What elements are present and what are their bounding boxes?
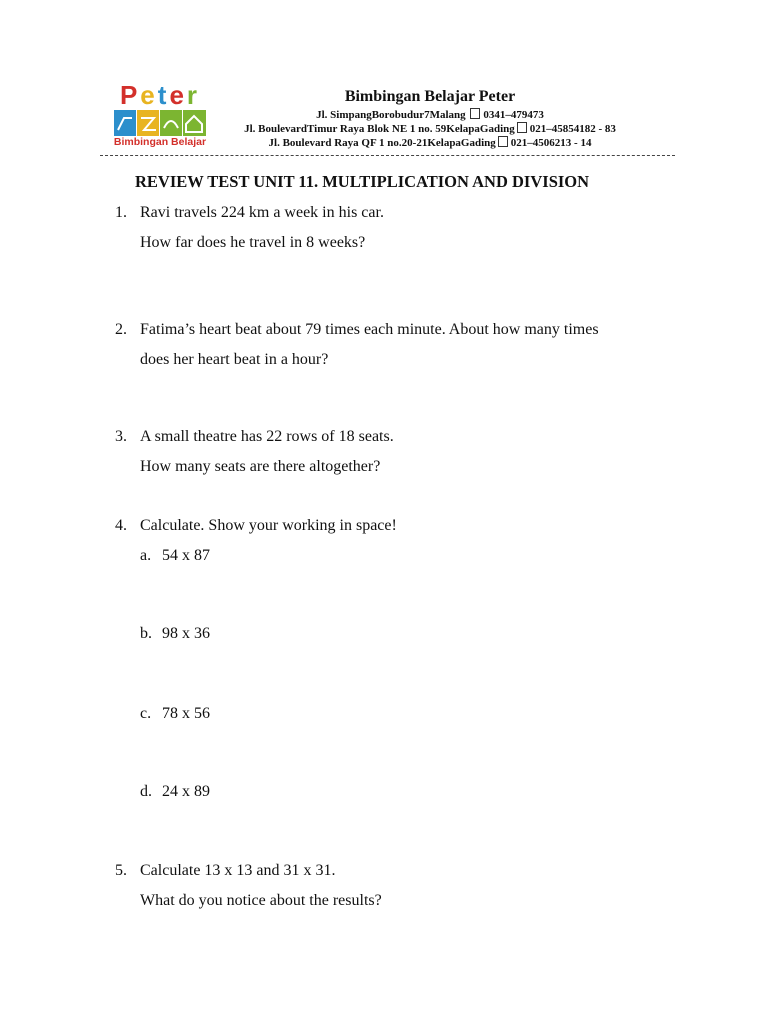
logo-tiles-icon	[114, 110, 206, 136]
address-line-3: Jl. Boulevard Raya QF 1 no.20-21KelapaGading 021–4506213 - 14	[268, 137, 592, 149]
question-2-text: does her heart beat in a hour?	[140, 351, 329, 368]
question-1-text: Ravi travels 224 km a week in his car.	[140, 204, 384, 221]
logo-subtitle: Bimbingan Belajar	[113, 136, 207, 148]
phone-icon	[517, 122, 527, 133]
brand-logo	[110, 82, 210, 148]
question-5-number: 5.	[115, 862, 127, 879]
question-5-text: Calculate 13 x 13 and 31 x 31.	[140, 862, 336, 879]
part-a-label: a.	[140, 547, 152, 564]
phone-icon	[470, 108, 480, 119]
logo-wordmark: Peter	[119, 80, 201, 110]
part-b-expression: 98 x 36	[162, 625, 210, 642]
part-a-expression: 54 x 87	[162, 547, 210, 564]
question-4-text: Calculate. Show your working in space!	[140, 517, 397, 534]
part-d-label: d.	[140, 783, 152, 800]
part-b-label: b.	[140, 625, 152, 642]
question-1-number: 1.	[115, 204, 127, 221]
header-divider	[100, 155, 675, 156]
address-line-2: Jl. BoulevardTimur Raya Blok NE 1 no. 59KelapaGading 021–45854182 - 83	[244, 123, 616, 135]
phone-icon	[498, 136, 508, 147]
part-c-label: c.	[140, 705, 152, 722]
question-1-text: How far does he travel in 8 weeks?	[140, 234, 366, 251]
question-3-text: How many seats are there altogether?	[140, 458, 381, 475]
part-c-expression: 78 x 56	[162, 705, 210, 722]
institution-name: Bimbingan Belajar Peter	[344, 88, 516, 105]
address-line-1: Jl. SimpangBorobudur7Malang 0341–479473	[316, 109, 544, 121]
question-4-number: 4.	[115, 517, 127, 534]
question-2-number: 2.	[115, 321, 127, 338]
question-3-number: 3.	[115, 428, 127, 445]
test-title: REVIEW TEST UNIT 11. MULTIPLICATION AND DIVISION	[135, 172, 590, 191]
question-3-text: A small theatre has 22 rows of 18 seats.	[140, 428, 394, 445]
question-2-text: Fatima’s heart beat about 79 times each minute. About how many times	[140, 321, 599, 338]
question-5-text: What do you notice about the results?	[140, 892, 382, 909]
part-d-expression: 24 x 89	[162, 783, 210, 800]
